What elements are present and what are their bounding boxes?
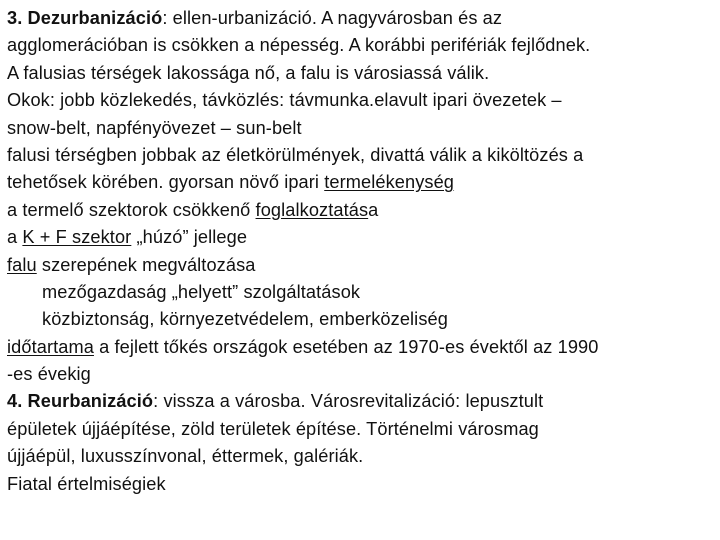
text-span: a fejlett tőkés országok esetében az 1970-es évektől az 1990 (93, 336, 599, 357)
text-line (7, 334, 717, 361)
text-line: újjáépül, luxusszínvonal, éttermek, galériák. (7, 446, 364, 467)
text-line (7, 224, 717, 251)
text-span: a (368, 199, 379, 220)
text-span: tehetősek körében. gyorsan növő ipari (7, 172, 325, 193)
indented-text-line: mezőgazdaság „helyett” szolgáltatások (42, 281, 361, 302)
text-line (7, 169, 717, 196)
text-line (7, 252, 717, 279)
underlined-term: K + F szektor (22, 227, 132, 248)
text-span: : vissza a városba. Városrevitalizáció: lepusztult (153, 391, 544, 412)
text-line: Okok: jobb közlekedés, távközlés: távmunka.elavult ipari övezetek – (7, 90, 562, 111)
indented-text-line: közbiztonság, környezetvédelem, emberközeliség (42, 309, 448, 330)
text-line: snow-belt, napfényövezet – sun-belt (7, 117, 302, 138)
text-line: épületek újjáépítése, zöld területek építése. Történelmi városmag (7, 418, 539, 439)
text-line: Fiatal értelmiségiek (7, 473, 166, 494)
text-span: a termelő szektorok csökkenő (7, 199, 256, 220)
text-line: -es évekig (7, 364, 91, 385)
text-line: falusi térségben jobbak az életkörülmények, divattá válik a kiköltözés a (7, 144, 584, 165)
text-span: szerepének megváltozása (36, 254, 256, 275)
underlined-term: időtartama (7, 336, 94, 357)
underlined-term: termelékenység (324, 172, 455, 193)
text-line (7, 388, 717, 415)
text-span: „húzó” jellege (131, 227, 248, 248)
section-heading-reurbanizacio: 4. Reurbanizáció (7, 391, 154, 412)
text-span: : ellen-urbanizáció. A nagyvárosban és az (162, 8, 503, 28)
text-block (7, 5, 717, 498)
underlined-term: falu (7, 254, 37, 275)
underlined-term: foglalkoztatás (255, 199, 369, 220)
text-line (7, 5, 717, 32)
section-heading-dezurbanizacio: 3. Dezurbanizáció (7, 8, 163, 28)
text-span: a (7, 227, 23, 248)
text-line (7, 197, 717, 224)
text-line: A falusias térségek lakossága nő, a falu is városiassá válik. (7, 62, 490, 83)
text-line: agglomerációban is csökken a népesség. A korábbi perifériák fejlődnek. (7, 35, 591, 56)
